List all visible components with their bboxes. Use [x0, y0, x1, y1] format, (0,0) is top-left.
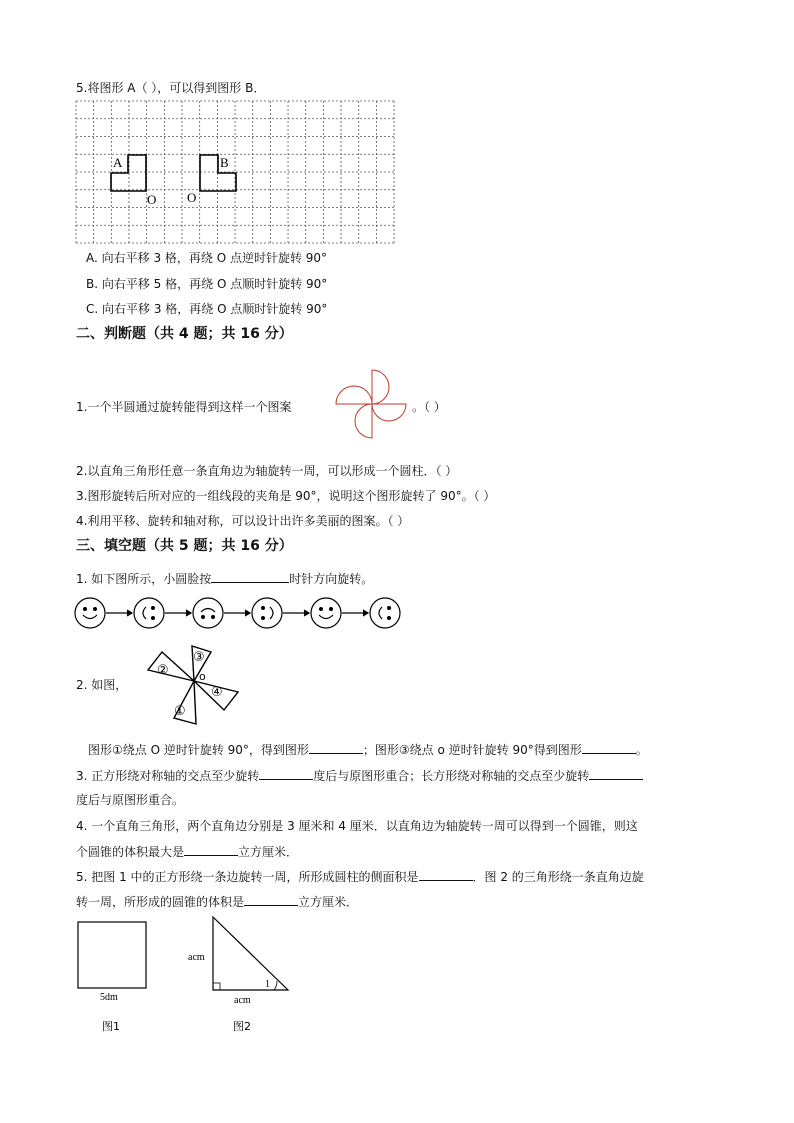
fig2-caption: 图2	[233, 1020, 251, 1033]
smiley-face-6	[370, 598, 400, 628]
label-b: B	[220, 155, 229, 170]
fig2-base: acm	[234, 995, 251, 1006]
pinwheel-o: o	[199, 670, 206, 683]
fill-q1-a: 1. 如下图所示，小圆脸按	[76, 572, 212, 586]
blank[interactable]	[582, 741, 636, 754]
fill-q2-c: 。	[635, 743, 648, 757]
fill-q5-line-1	[76, 868, 644, 885]
section-3-heading: 三、填空题（共 5 题；共 16 分）	[76, 538, 293, 554]
fill-q4-a: 4. 一个直角三角形，两个直角边分别是 3 厘米和 4 厘米．以直角边为轴旋转一周可以得到一个圆锥，则这	[76, 819, 638, 833]
blank[interactable]	[589, 767, 643, 780]
section-2-heading: 二、判断题（共 4 题；共 16 分）	[76, 326, 293, 342]
fill-q3-line	[76, 767, 643, 784]
fill-q2-label: 2. 如图，	[76, 678, 128, 692]
pinwheel-label-1: ①	[174, 704, 186, 719]
fill-q1-line	[76, 570, 373, 587]
fig1-dim: 5dm	[100, 992, 118, 1003]
pinwheel-label-3: ③	[193, 650, 205, 665]
label-o-1: O	[147, 192, 157, 207]
fill-q3-a: 3. 正方形绕对称轴的交点至少旋转	[76, 769, 260, 783]
fill-q5-a: 5. 把图 1 中的正方形绕一条边旋转一周，所形成圆柱的侧面积是	[76, 870, 419, 884]
blank[interactable]	[419, 868, 473, 881]
fill-q2-b: ；图形③绕点 o 逆时针旋转 90°得到图形	[362, 743, 582, 757]
judge-q1-bracket: 。（ ）	[412, 400, 446, 414]
label-a: A	[113, 155, 123, 170]
option-a: A. 向右平移 3 格，再绕 O 点逆时针旋转 90°	[86, 251, 328, 265]
fill-q1-b: 时针方向旋转。	[289, 572, 374, 586]
fill-q5-c: 转一周，所形成的圆锥的体积是	[76, 895, 245, 909]
judge-q4: 4.利用平移、旋转和轴对称，可以设计出许多美丽的图案。（ ）	[76, 514, 410, 528]
option-c: C. 向右平移 3 格，再绕 O 点顺时针旋转 90°	[86, 302, 328, 316]
option-b: B. 向右平移 5 格，再绕 O 点顺时针旋转 90°	[86, 277, 328, 291]
pinwheel-label-4: ④	[211, 685, 223, 700]
shape-b-outline	[200, 155, 236, 191]
blank[interactable]	[244, 893, 298, 906]
judge-q3: 3.图形旋转后所对应的一组线段的夹角是 90°，说明这个图形旋转了 90°。（ ）	[76, 489, 496, 503]
fill-q5-b: ．图 2 的三角形绕一条直角边旋	[472, 870, 644, 884]
fig2-side: acm	[188, 952, 205, 963]
semicircle-pinwheel-figure	[332, 368, 412, 440]
smiley-face-1	[75, 598, 105, 628]
blank[interactable]	[309, 741, 363, 754]
label-o-2: O	[187, 190, 197, 205]
smiley-face-5	[311, 598, 341, 628]
blank[interactable]	[184, 843, 238, 856]
question-5-stem: 5.将图形 A（ ），可以得到图形 B．	[76, 81, 266, 95]
smiley-rotation-row	[74, 596, 419, 630]
fill-q4-line	[76, 843, 298, 860]
fill-q5-line-2	[76, 893, 358, 910]
fill-q3-c: 度后与原图形重合。	[76, 793, 185, 807]
judge-q1-text: 1.一个半圆通过旋转能得到这样一个图案	[76, 400, 292, 414]
triangle-pinwheel-figure	[144, 640, 240, 730]
blank[interactable]	[211, 570, 289, 583]
fig1-caption: 图1	[102, 1020, 120, 1033]
fill-q2-line	[88, 741, 648, 758]
blank[interactable]	[259, 767, 313, 780]
fill-q3-b: 度后与原图形重合；长方形绕对称轴的交点至少旋转	[313, 769, 590, 783]
fill-q4-c: 立方厘米．	[238, 845, 299, 859]
judge-q2: 2.以直角三角形任意一条直角边为轴旋转一周，可以形成一个圆柱．（ ）	[76, 464, 458, 478]
figure-1-square	[76, 920, 156, 1040]
figure-2-triangle	[186, 915, 296, 1040]
fill-q2-a: 图形①绕点 O 逆时针旋转 90°，得到图形	[88, 743, 309, 757]
smiley-face-2	[134, 598, 164, 628]
pinwheel-label-2: ②	[157, 663, 169, 678]
fig2-angle: 1	[265, 979, 270, 990]
grid-figure	[76, 101, 396, 244]
smiley-face-4	[252, 598, 282, 628]
smiley-face-3	[193, 598, 223, 628]
fill-q4-b: 个圆锥的体积最大是	[76, 845, 185, 859]
fill-q5-d: 立方厘米．	[298, 895, 359, 909]
